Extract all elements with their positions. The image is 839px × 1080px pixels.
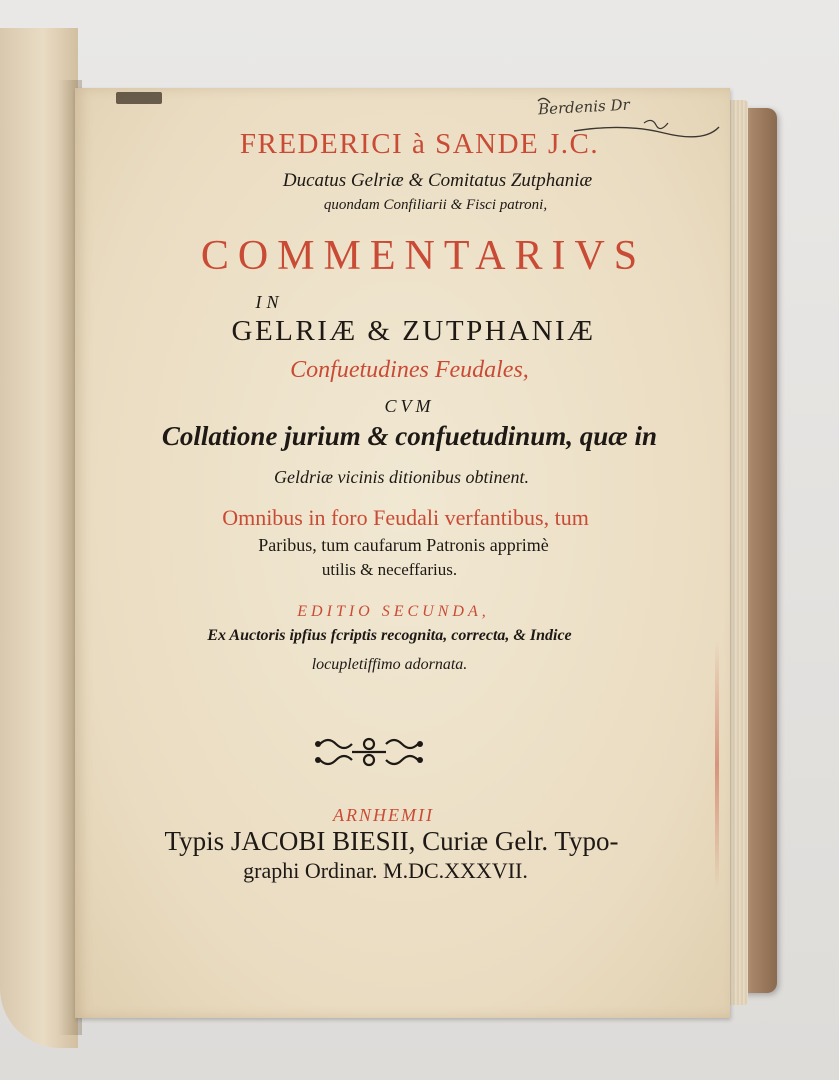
edition-label: EDITIO SECUNDA, (297, 603, 490, 620)
audience-line-1: Omnibus in foro Feudali verfantibus, tum (222, 505, 589, 530)
place-of-printing: ARNHEMII (333, 805, 434, 825)
audience-line-2: Paribus, tum caufarum Patronis apprimè (258, 535, 549, 555)
paper-stain (116, 92, 162, 104)
author-name: FREDERICI à SANDE J.C. (239, 128, 600, 160)
printer-line-2: graphi Ordinar. M.DC.XXXVII. (243, 858, 528, 883)
cum-word: CVM (384, 396, 435, 416)
audience-line-3: utilis & neceffarius. (321, 560, 458, 579)
subject-subtitle: Confuetudines Feudales, (290, 357, 529, 383)
edition-description: Ex Auctoris ipfius fcriptis recognita, correcta, & Indice (207, 627, 572, 644)
in-word: IN (255, 292, 284, 312)
collation-line-2: Geldriæ vicinis ditionibus obtinent. (274, 467, 529, 487)
printer-ornament-icon (314, 732, 424, 772)
printer-line-1: Typis JACOBI BIESII, Curiæ Gelr. Typo- (164, 826, 619, 856)
main-title: COMMENTARIVS (200, 233, 647, 279)
author-offices: Ducatus Gelriæ & Comitatus Zutphaniæ (282, 170, 593, 191)
collation-line: Collatione jurium & confuetudinum, quæ in (161, 421, 658, 451)
handwritten-inscription: Berdenis Dr (537, 95, 631, 119)
author-offices-2: quondam Confiliarii & Fisci patroni, (323, 197, 548, 213)
edition-description-2: locupletiffimo adornata. (311, 656, 468, 673)
subject-title: GELRIÆ & ZUTPHANIÆ (231, 315, 596, 347)
